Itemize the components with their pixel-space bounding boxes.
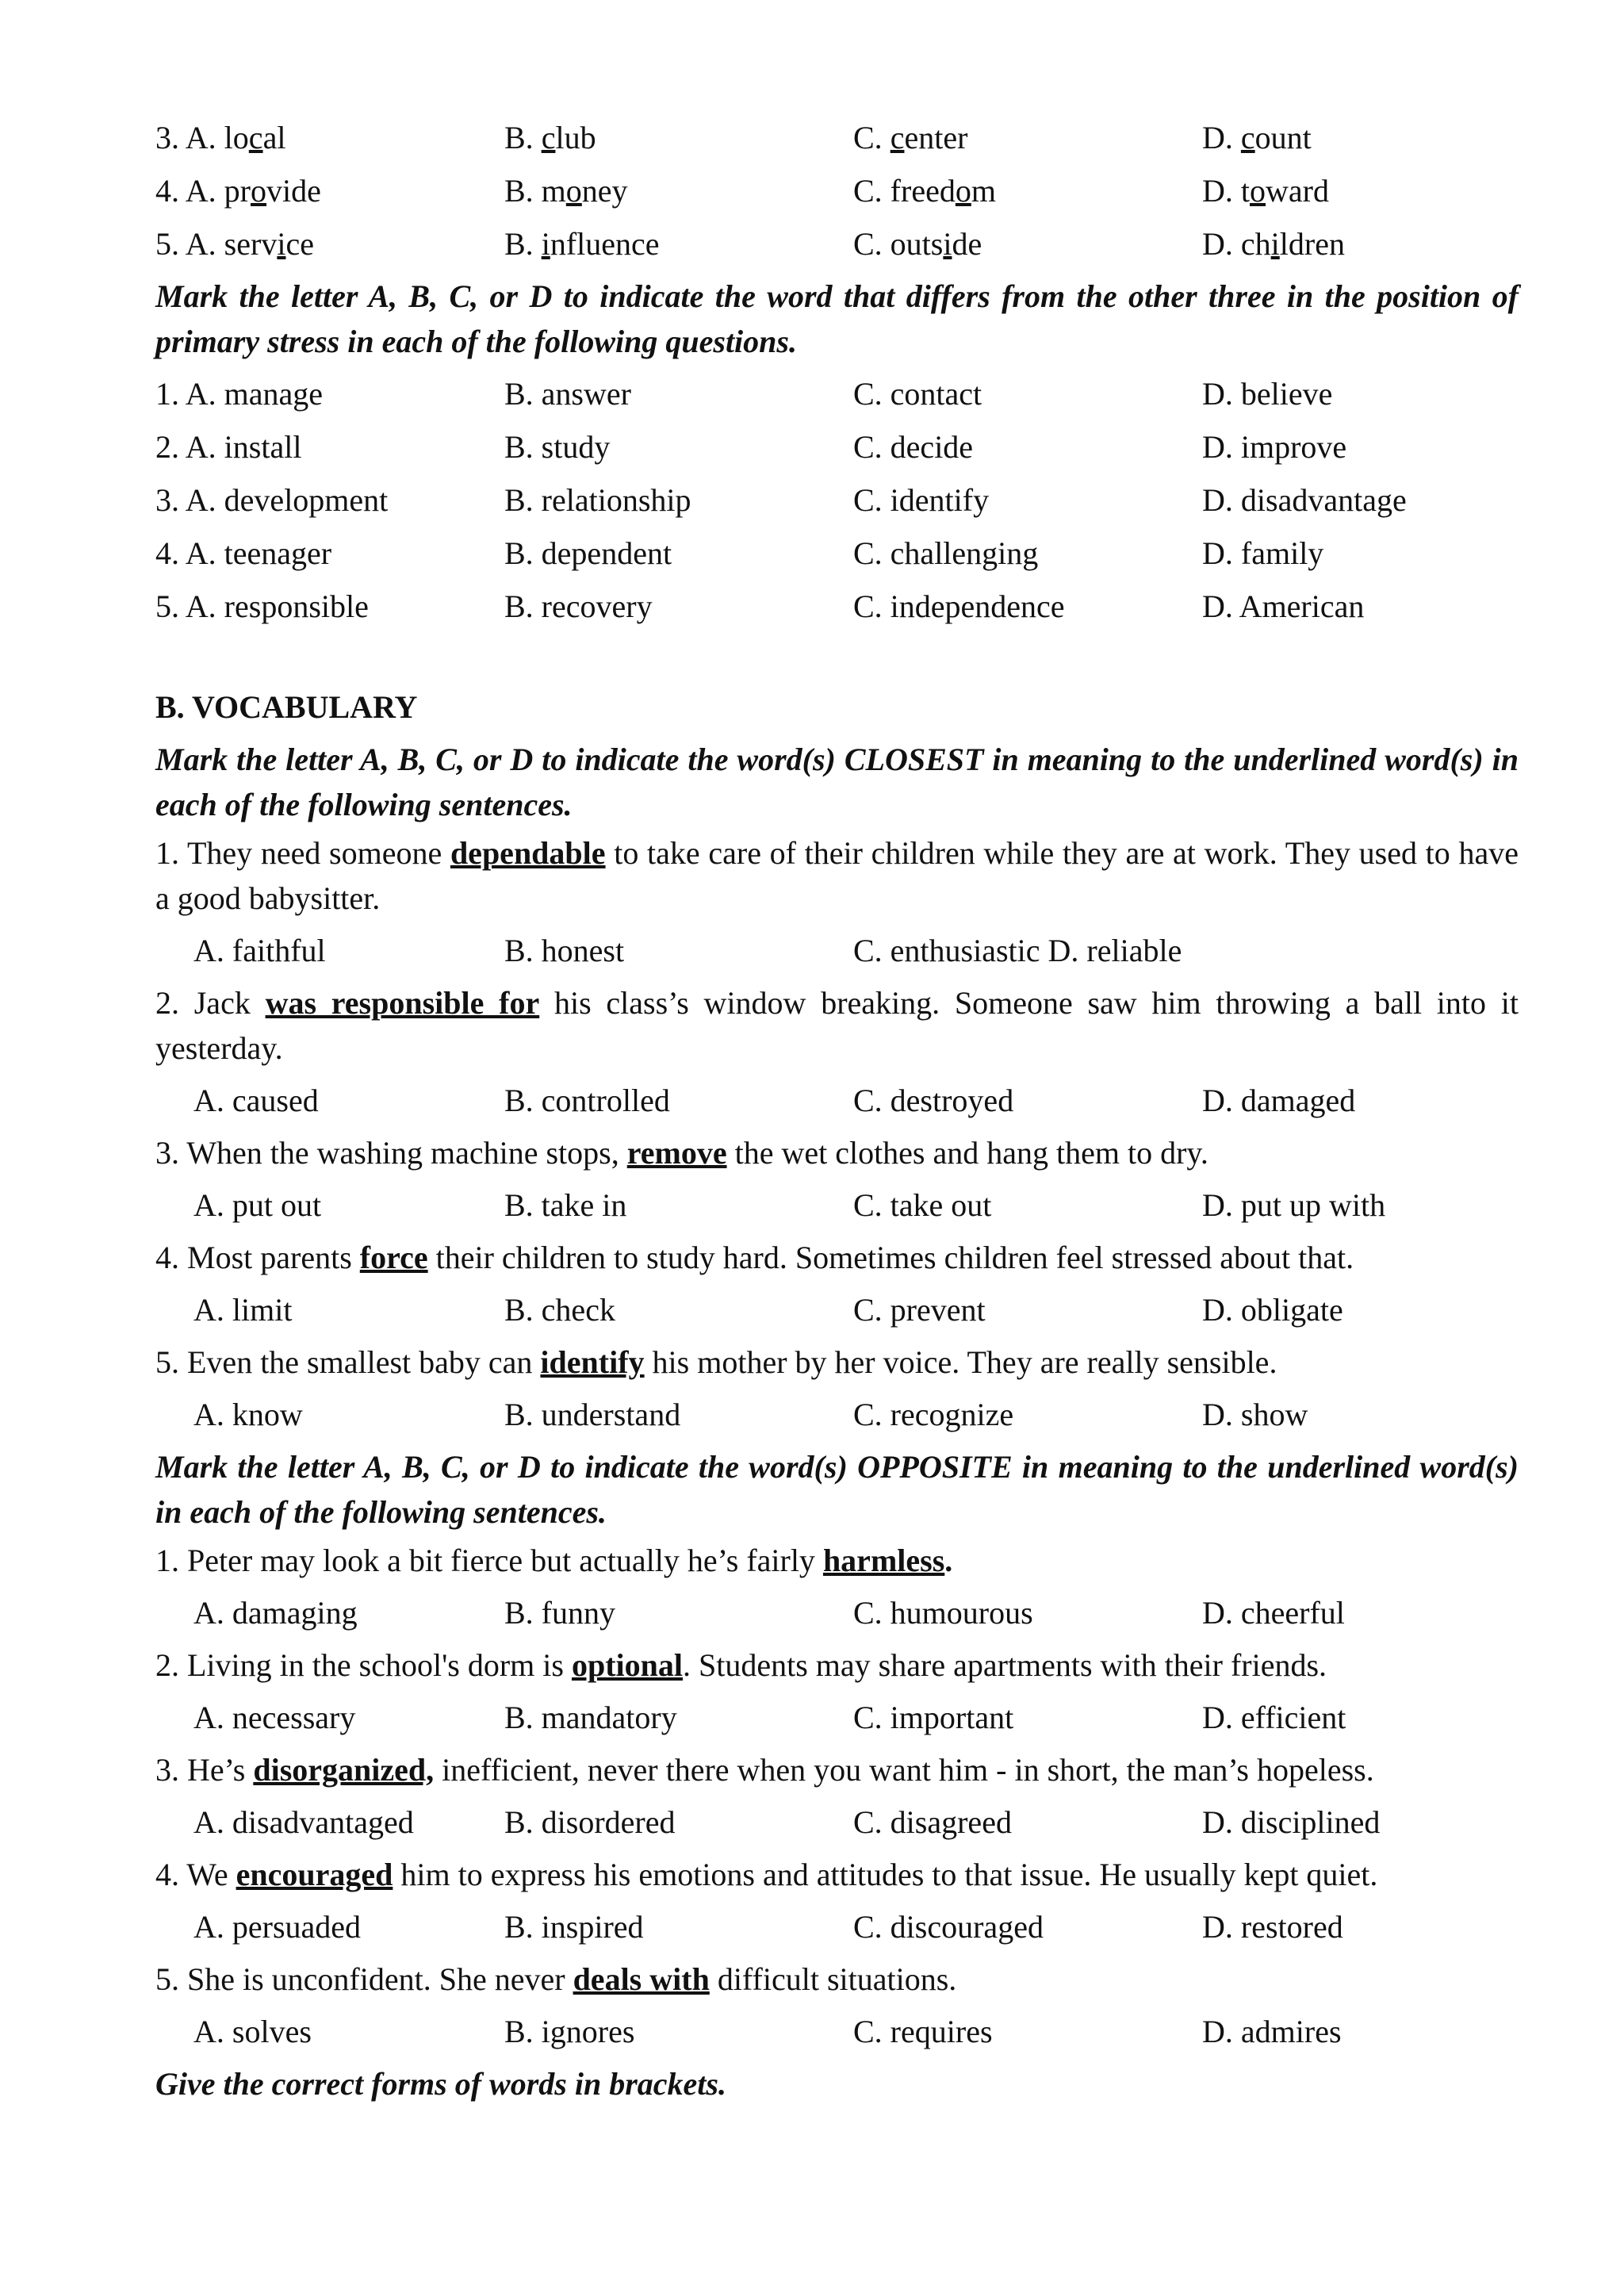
option: C. center <box>853 120 968 155</box>
option: B. club <box>504 120 596 155</box>
option: D. improve <box>1202 429 1347 465</box>
option: B. controlled <box>504 1083 670 1118</box>
option: A. damaging <box>193 1595 358 1631</box>
option: C. challenging <box>853 535 1039 571</box>
option: C. freedom <box>853 173 996 209</box>
option: B. honest <box>504 933 625 968</box>
vocabulary-section <box>155 680 1519 2106</box>
option: B. funny <box>504 1595 615 1631</box>
question: 1. Peter may look a bit fierce but actually he’s fairly harmless. <box>155 1543 953 1578</box>
question: 4. Most parents force their children to study hard. Sometimes children feel stressed about that. <box>155 1240 1354 1275</box>
option: C. take out <box>853 1187 992 1223</box>
answer-options <box>155 924 1519 977</box>
option: C. humourous <box>853 1595 1033 1631</box>
underlined-word: harmless <box>822 1543 945 1578</box>
option: B. dependent <box>504 535 672 571</box>
option: D. believe <box>1202 376 1333 412</box>
stress-row <box>155 367 1519 420</box>
question: 2. Jack was responsible for his class’s window breaking. Someone saw him throwing a ball into it yesterday. <box>155 985 1519 1066</box>
pronunciation-row-4 <box>155 164 1519 217</box>
option: 3. A. local <box>155 120 286 155</box>
answer-options <box>155 1796 1519 1849</box>
section-title: B. VOCABULARY <box>155 689 418 725</box>
option: B. disordered <box>504 1804 676 1840</box>
option: D. count <box>1202 120 1312 155</box>
underlined-word: remove <box>626 1135 727 1171</box>
option: C. discouraged <box>853 1909 1044 1945</box>
answer-options <box>155 1074 1519 1127</box>
option: 5. A. service <box>155 226 314 262</box>
option: 4. A. provide <box>155 173 321 209</box>
word-form-instruction: Give the correct forms of words in brackets. <box>155 2066 726 2102</box>
question: 3. When the washing machine stops, remove the wet clothes and hang them to dry. <box>155 1135 1208 1171</box>
underlined-word: deals with <box>573 1961 710 1997</box>
question: 3. He’s disorganized, inefficient, never there when you want him - in short, the man’s hopeless. <box>155 1752 1374 1788</box>
option: D. family <box>1202 535 1324 571</box>
pronunciation-section <box>155 111 1519 270</box>
option: C. destroyed <box>853 1083 1014 1118</box>
underlined-word: force <box>359 1240 428 1275</box>
option: D. damaged <box>1202 1083 1356 1118</box>
question: 5. Even the smallest baby can identify his mother by her voice. They are really sensible. <box>155 1344 1277 1380</box>
closest-instruction: Mark the letter A, B, C, or D to indicate the word(s) CLOSEST in meaning to the underlined word(s) in each of the following sentences. <box>155 742 1519 822</box>
option: B. take in <box>504 1187 627 1223</box>
stress-row <box>155 580 1519 633</box>
pronunciation-row-3 <box>155 111 1519 164</box>
option: A. caused <box>193 1083 319 1118</box>
opposite-instruction: Mark the letter A, B, C, or D to indicate the word(s) OPPOSITE in meaning to the underlined word(s) in each of the following sentences. <box>155 1449 1519 1530</box>
option: C. independence <box>853 588 1065 624</box>
option: A. know <box>193 1397 303 1432</box>
pronunciation-row-5 <box>155 217 1519 270</box>
option: D. disadvantage <box>1202 482 1407 518</box>
question: 2. Living in the school's dorm is optional. Students may share apartments with their friends. <box>155 1647 1327 1683</box>
option: D. American <box>1202 588 1365 624</box>
option: B. understand <box>504 1397 681 1432</box>
option: C. requires <box>853 2014 993 2049</box>
option: B. influence <box>504 226 660 262</box>
option: B. ignores <box>504 2014 635 2049</box>
underlined-word: disorganized, <box>253 1752 435 1788</box>
option: 3. A. development <box>155 482 389 518</box>
option: D. restored <box>1202 1909 1343 1945</box>
option: D. show <box>1202 1397 1308 1432</box>
option: C. important <box>853 1700 1014 1735</box>
underlined-word: was responsible for <box>265 985 540 1021</box>
option: A. limit <box>193 1292 293 1328</box>
underlined-word: identify <box>540 1344 645 1380</box>
option: A. necessary <box>193 1700 356 1735</box>
option: C. contact <box>853 376 982 412</box>
option: C. recognize <box>853 1397 1014 1432</box>
option: C. prevent <box>853 1292 986 1328</box>
answer-options <box>155 1691 1519 1744</box>
question: 5. She is unconfident. She never deals with difficult situations. <box>155 1961 957 1997</box>
option: C. outside <box>853 226 982 262</box>
option: 4. A. teenager <box>155 535 332 571</box>
option: D. obligate <box>1202 1292 1343 1328</box>
question: 1. They need someone dependable to take care of their children while they are at work. They used to have a good babysitter. <box>155 835 1519 916</box>
option: B. answer <box>504 376 631 412</box>
option: A. solves <box>193 2014 312 2049</box>
option: B. mandatory <box>504 1700 677 1735</box>
answer-options <box>155 1388 1519 1441</box>
answer-options <box>155 1586 1519 1639</box>
underlined-word: optional <box>571 1647 684 1683</box>
option: B. inspired <box>504 1909 644 1945</box>
option: 1. A. manage <box>155 376 324 412</box>
option: D. cheerful <box>1202 1595 1345 1631</box>
underlined-word: encouraged <box>236 1857 393 1892</box>
answer-options <box>155 1283 1519 1336</box>
option: C. decide <box>853 429 974 465</box>
answer-options <box>155 1179 1519 1232</box>
option: D. efficient <box>1202 1700 1346 1735</box>
option: D. toward <box>1202 173 1329 209</box>
option: C. identify <box>853 482 990 518</box>
answer-options <box>155 2005 1519 2058</box>
answer-options <box>155 1900 1519 1953</box>
stress-instruction: Mark the letter A, B, C, or D to indicate the word that differs from the other three in the position of primary stress in each of the following questions. <box>155 278 1519 359</box>
stress-section <box>155 274 1519 633</box>
stress-row <box>155 420 1519 473</box>
question: 4. We encouraged him to express his emotions and attitudes to that issue. He usually kept quiet. <box>155 1857 1378 1892</box>
option: C. enthusiastic D. reliable <box>853 933 1182 968</box>
option: B. check <box>504 1292 615 1328</box>
option: 5. A. responsible <box>155 588 369 624</box>
option: C. disagreed <box>853 1804 1012 1840</box>
option: B. recovery <box>504 588 653 624</box>
stress-row <box>155 527 1519 580</box>
option: B. money <box>504 173 628 209</box>
option: A. faithful <box>193 933 326 968</box>
stress-row <box>155 473 1519 527</box>
option: D. put up with <box>1202 1187 1386 1223</box>
option: B. study <box>504 429 611 465</box>
option: B. relationship <box>504 482 691 518</box>
option: D. children <box>1202 226 1345 262</box>
option: D. disciplined <box>1202 1804 1381 1840</box>
option: A. persuaded <box>193 1909 362 1945</box>
option: A. disadvantaged <box>193 1804 414 1840</box>
option: A. put out <box>193 1187 322 1223</box>
option: 2. A. install <box>155 429 302 465</box>
option: D. admires <box>1202 2014 1342 2049</box>
underlined-word: dependable <box>450 835 606 871</box>
